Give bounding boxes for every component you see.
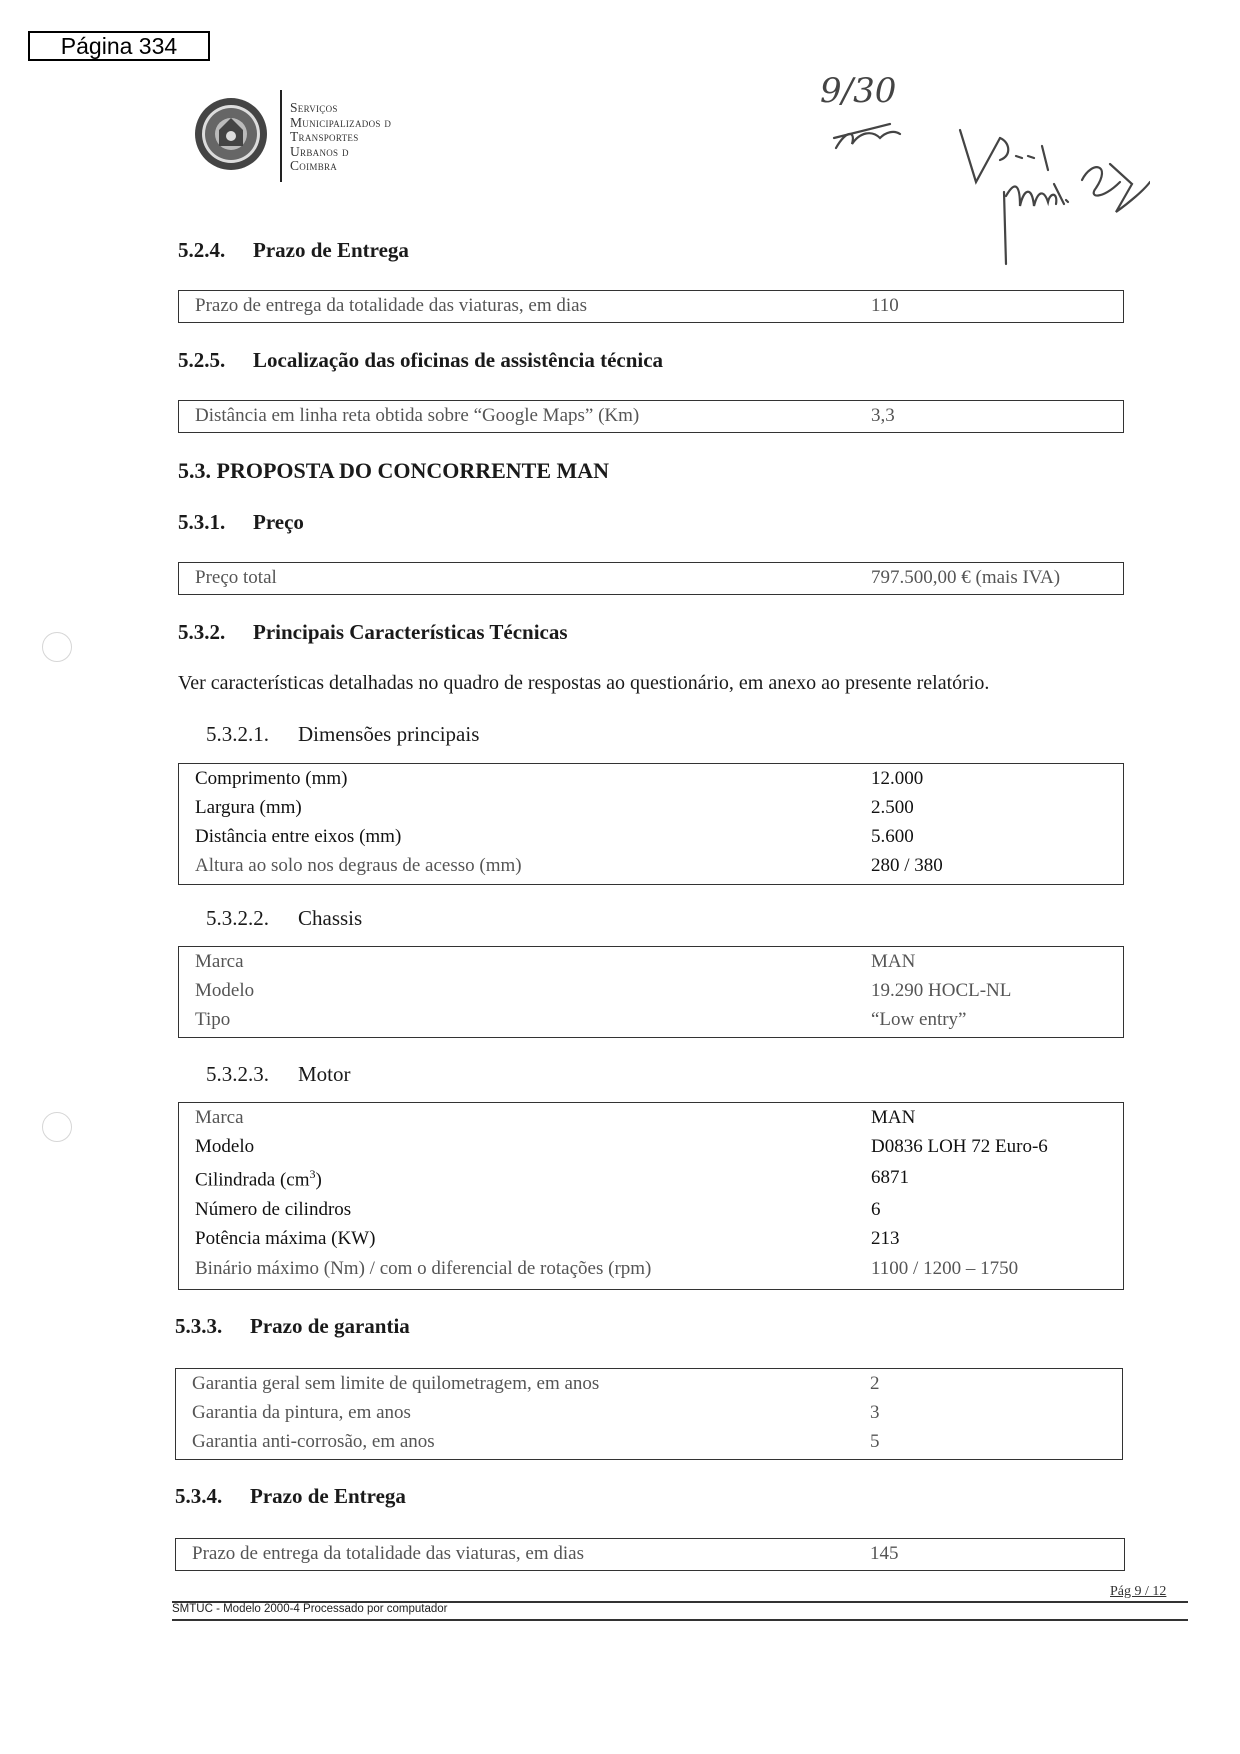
section-heading-5-3-4: 5.3.4. Prazo de Entrega bbox=[175, 1484, 406, 1508]
warranty-table: Garantia geral sem limite de quilometragem, em anos 2 Garantia da pintura, em anos 3 Garantia anti-corrosão, em anos 5 bbox=[175, 1368, 1123, 1460]
section-heading-5-3: 5.3. PROPOSTA DO CONCORRENTE MAN bbox=[178, 458, 610, 483]
section-heading-5-3-2: 5.3.2. Principais Características Técnicas bbox=[178, 620, 568, 644]
workshop-location-table: Distância em linha reta obtida sobre “Google Maps” (Km) 3,3 bbox=[178, 400, 1124, 433]
footer-form-reference: SMTUC - Modelo 2000-4 Processado por computador bbox=[172, 1603, 448, 1615]
intro-paragraph: Ver características detalhadas no quadro de respostas ao questionário, em anexo ao presente relatório. bbox=[178, 672, 990, 694]
chassis-table: Marca MAN Modelo 19.290 HOCL-NL Tipo “Low entry” bbox=[178, 946, 1124, 1038]
page-number: Pág 9 / 12 bbox=[1110, 1584, 1167, 1599]
section-heading-5-3-1: 5.3.1. Preço bbox=[178, 510, 304, 534]
page-stamp: Página 334 bbox=[28, 31, 210, 61]
org-line: Serviços bbox=[290, 100, 338, 115]
section-heading-5-2-4: 5.2.4. Prazo de Entrega bbox=[178, 238, 409, 262]
org-line: Transportes bbox=[290, 129, 359, 144]
organization-name bbox=[290, 101, 391, 174]
engine-table: Marca MAN Modelo D0836 LOH 72 Euro-6 Cilindrada $(cm^3)$ 6871 Número de cilindros 6 Potência máxima (KW) 213 Binário máximo (Nm) / com o diferencial de rotações (rpm) 1100 / 1200 – 1750 bbox=[178, 1102, 1124, 1290]
punch-hole-mark bbox=[42, 1112, 72, 1142]
section-heading-5-3-3: 5.3.3. Prazo de garantia bbox=[175, 1314, 410, 1338]
delivery-time-table: Prazo de entrega da totalidade das viaturas, em dias 110 bbox=[178, 290, 1124, 323]
org-line: Coimbra bbox=[290, 158, 338, 173]
subsection-heading-5-3-2-3: 5.3.2.3. Motor bbox=[206, 1062, 351, 1086]
price-table: Preço total 797.500,00 € (mais IVA) bbox=[178, 562, 1124, 595]
section-heading-5-2-5: 5.2.5. Localização das oficinas de assistência técnica bbox=[178, 348, 664, 372]
handwritten-annotation bbox=[820, 72, 1150, 282]
main-dimensions-table: Comprimento (mm) 12.000 Largura (mm) 2.500 Distância entre eixos (mm) 5.600 Altura ao solo nos degraus de acesso (mm) 280 / 380 bbox=[178, 763, 1124, 885]
delivery-time-table: Prazo de entrega da totalidade das viaturas, em dias 145 bbox=[175, 1538, 1125, 1571]
handwritten-date: 9/30 bbox=[820, 72, 897, 111]
letterhead-divider bbox=[280, 90, 282, 182]
footer-divider bbox=[172, 1619, 1188, 1621]
subsection-heading-5-3-2-1: 5.3.2.1. Dimensões principais bbox=[206, 722, 480, 746]
municipal-seal-icon bbox=[193, 96, 269, 172]
org-line: Urbanos d bbox=[290, 143, 349, 159]
org-line: Municipalizados d bbox=[290, 114, 392, 130]
subsection-heading-5-3-2-2: 5.3.2.2. Chassis bbox=[206, 906, 363, 930]
punch-hole-mark bbox=[42, 632, 72, 662]
